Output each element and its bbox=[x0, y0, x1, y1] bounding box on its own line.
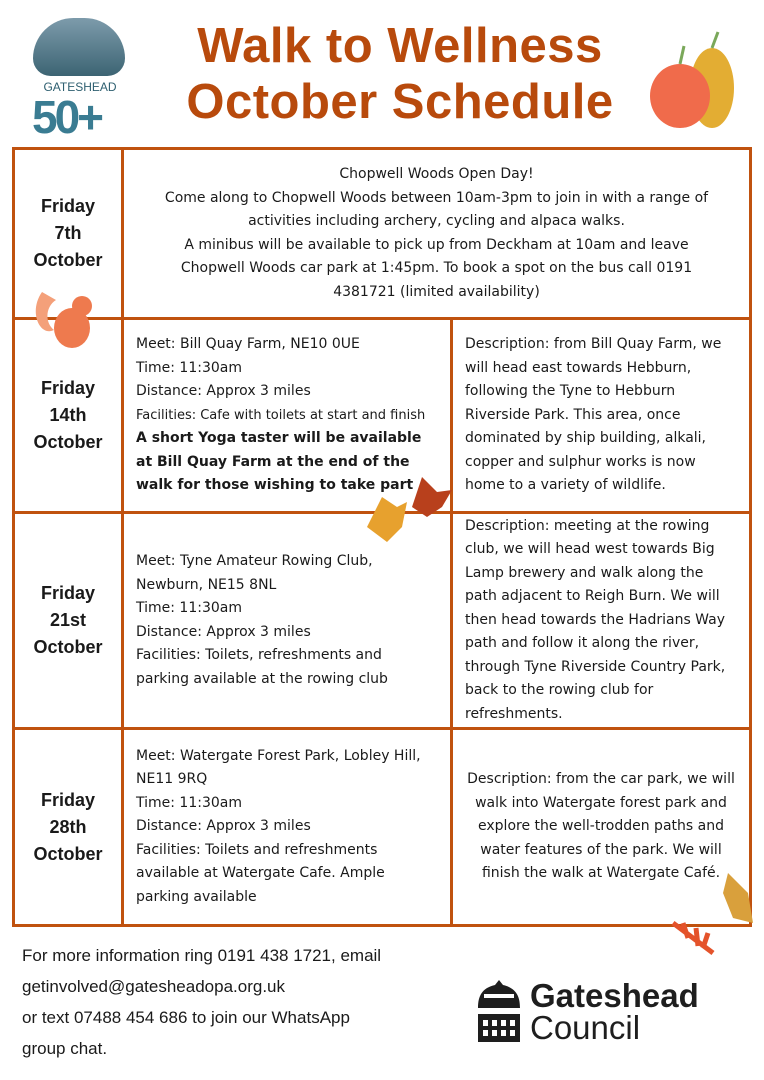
autumn-leaves-illustration bbox=[362, 472, 457, 552]
month: October bbox=[33, 843, 103, 864]
description-cell: Description: from Bill Quay Farm, we will head east towards Hebburn, following the Tyne to Hebburn Riverside Park. This area, once dominated by ship building, alkali, copper and sulphur works is now home to a variety of wildlife. bbox=[452, 319, 751, 513]
month: October bbox=[33, 637, 103, 657]
page-title bbox=[150, 18, 650, 130]
squirrel-illustration bbox=[32, 282, 98, 352]
date: 7th bbox=[54, 223, 82, 243]
time: Time: 11:30am bbox=[136, 794, 242, 811]
day: Friday bbox=[40, 583, 96, 603]
time: Time: 11:30am bbox=[136, 359, 242, 376]
info-cell bbox=[123, 729, 452, 926]
facilities: Facilities: Toilets, refreshments and parking available at the rowing club bbox=[136, 647, 388, 687]
table-row bbox=[14, 729, 751, 926]
autumn-leaves-illustration bbox=[668, 868, 760, 958]
day: Friday bbox=[40, 378, 96, 398]
meet: Meet: Bill Quay Farm, NE10 0UE bbox=[136, 336, 360, 353]
date: 28th bbox=[49, 816, 87, 837]
event-text: A minibus will be available to pick up from Deckham at 10am and leave Chopwell Woods car park at 1:45pm. To book a spot on the bus call 0191 4381721 (limited availability) bbox=[180, 236, 693, 300]
contact-line: group chat. bbox=[22, 1039, 108, 1058]
council-crest-icon bbox=[476, 980, 522, 1044]
facilities: Facilities: Toilets and refreshments available at Watergate Cafe. Ample parking available bbox=[136, 841, 385, 905]
distance: Distance: Approx 3 miles bbox=[136, 818, 311, 835]
distance: Distance: Approx 3 miles bbox=[136, 383, 311, 400]
contact-info bbox=[22, 940, 381, 1064]
month: October bbox=[33, 432, 103, 452]
council-name-line-1: Gateshead bbox=[530, 977, 699, 1014]
distance: Distance: Approx 3 miles bbox=[136, 623, 311, 640]
meet: Meet: Tyne Amateur Rowing Club, Newburn, NE15 8NL bbox=[136, 553, 373, 593]
title-line-2: October Schedule bbox=[186, 75, 614, 129]
gateshead-50plus-logo bbox=[30, 18, 130, 143]
date: 21st bbox=[49, 610, 87, 630]
gateshead-council-logo bbox=[476, 977, 699, 1046]
time: Time: 11:30am bbox=[136, 600, 242, 616]
event-text: Come along to Chopwell Woods between 10am-3pm to join in with a range of activities including archery, cycling and alpaca walks. bbox=[164, 189, 709, 229]
contact-email: getinvolved@gatesheadopa.org.uk bbox=[22, 977, 286, 996]
event-cell bbox=[123, 149, 751, 319]
table-row bbox=[14, 149, 751, 319]
contact-line: For more information ring 0191 438 1721, email bbox=[22, 946, 382, 965]
pumpkins-illustration bbox=[640, 28, 745, 128]
description-cell: Description: from the car park, we will walk into Watergate forest park and explore the well-trodden paths and water features of the park. We will finish the walk at Watergate Café. bbox=[452, 729, 751, 926]
date-cell bbox=[14, 729, 123, 926]
day: Friday bbox=[40, 196, 96, 216]
yoga-note: A short Yoga taster will be available at Bill Quay Farm at the end of the walk for those wishing to take part bbox=[136, 430, 422, 494]
event-title: Chopwell Woods Open Day! bbox=[339, 166, 534, 182]
dome-icon bbox=[33, 18, 125, 76]
date: 14th bbox=[49, 405, 87, 425]
logo-number: 50+ bbox=[32, 91, 102, 143]
contact-line: or text 07488 454 686 to join our WhatsApp bbox=[22, 1008, 350, 1027]
title-line-1: Walk to Wellness bbox=[197, 19, 603, 73]
council-name-line-2: Council bbox=[530, 1009, 641, 1046]
day: Friday bbox=[40, 789, 96, 810]
facilities: Facilities: Cafe with toilets at start and finish bbox=[136, 407, 426, 423]
date-cell bbox=[14, 513, 123, 729]
month: October bbox=[33, 250, 103, 270]
description-cell: Description: meeting at the rowing club, we will head west towards Big Lamp brewery and walk along the path adjacent to Reigh Burn. We will then head towards the Hadrians Way path and follow it along the river, through Tyne Riverside Country Park, back to the rowing club for refreshments. bbox=[452, 513, 751, 729]
logo-text: GATESHEAD bbox=[43, 80, 117, 94]
meet: Meet: Watergate Forest Park, Lobley Hill, NE11 9RQ bbox=[136, 747, 421, 788]
